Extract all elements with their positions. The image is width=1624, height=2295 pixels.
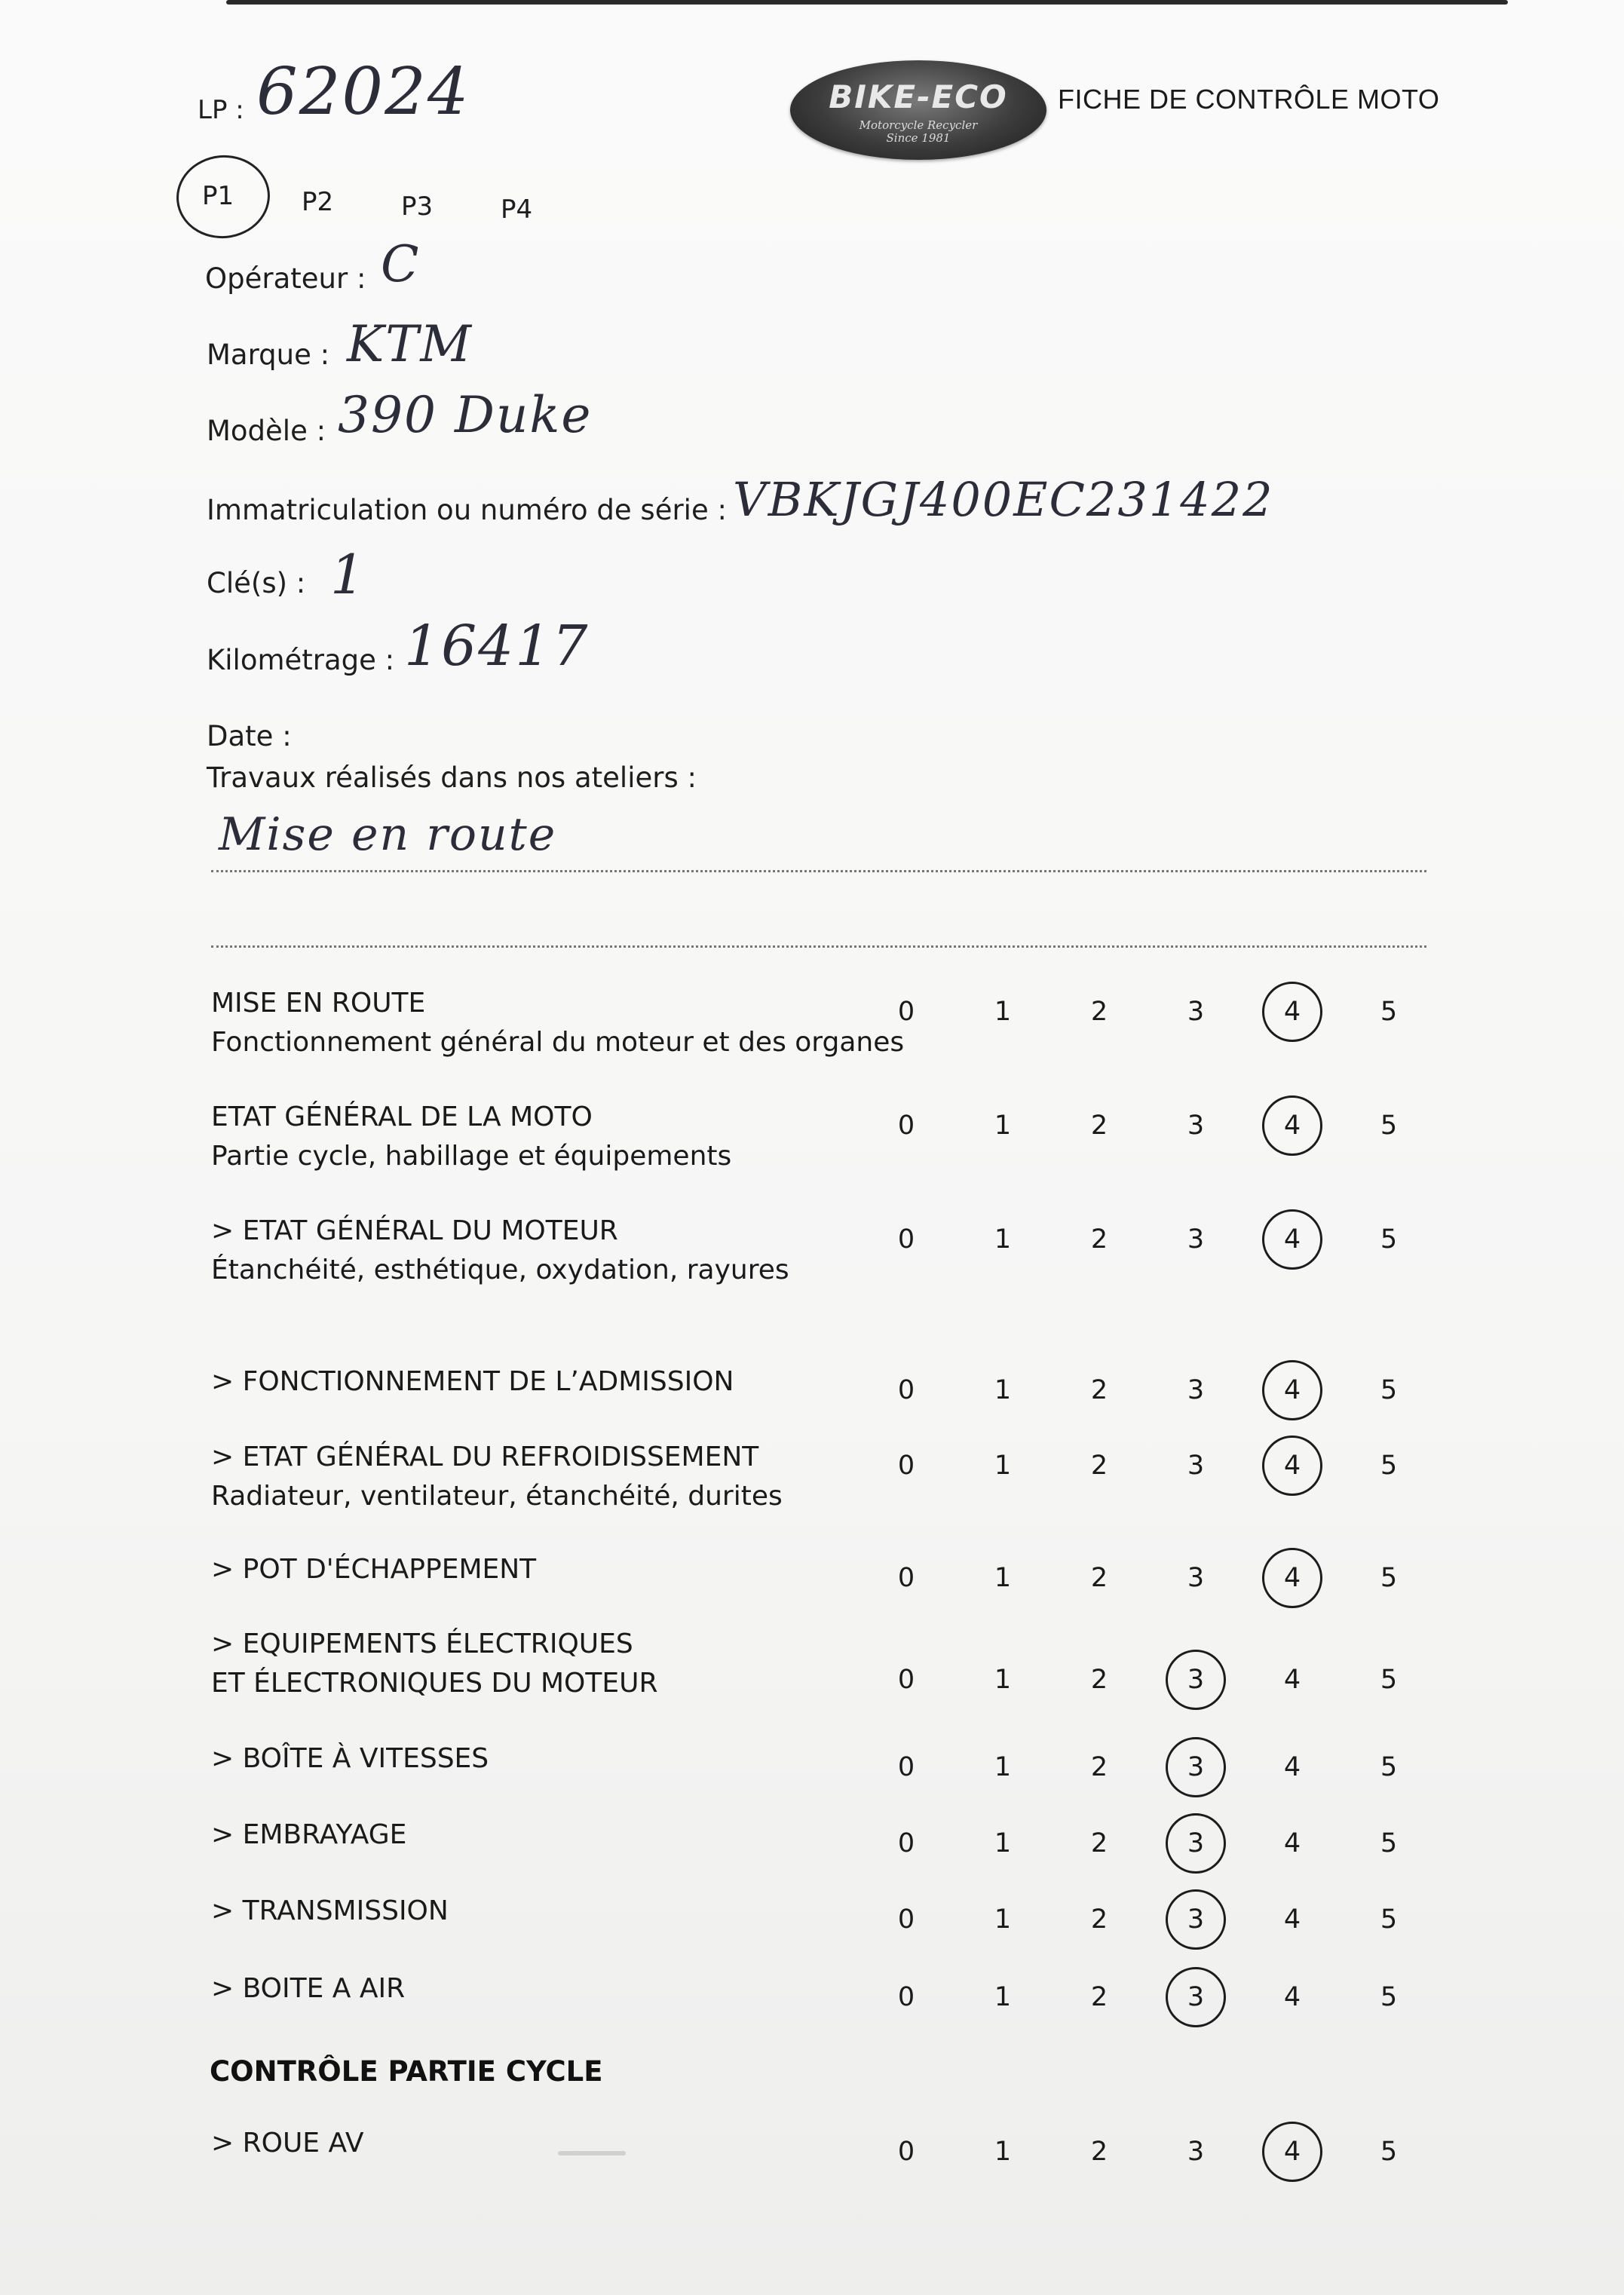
operateur-value[interactable]: C [381,235,421,293]
rating-row-2-score-2[interactable]: 2 [1090,1224,1108,1255]
rating-row-6-score-2[interactable]: 2 [1090,1665,1108,1695]
rating-row-7-score-4[interactable]: 4 [1283,1752,1301,1782]
rating-row-title-5: > POT D'ÉCHAPPEMENT [211,1554,537,1585]
lp-value: 62024 [256,54,470,130]
cycle-row-0-score-2[interactable]: 2 [1090,2137,1108,2167]
rating-row-6-score-0[interactable]: 0 [897,1665,915,1695]
rating-row-title-3: > FONCTIONNEMENT DE L’ADMISSION [211,1366,734,1397]
rating-row-9-score-3[interactable]: 3 [1187,1904,1205,1935]
rating-row-5-score-3[interactable]: 3 [1187,1563,1205,1593]
rating-row-4-score-5[interactable]: 5 [1380,1451,1398,1481]
travaux-line-1 [211,870,1426,872]
rating-row-9-selected-circle [1166,1889,1226,1950]
rating-row-3-score-4[interactable]: 4 [1283,1375,1301,1405]
bike-eco-logo [790,60,1046,160]
rating-row-8-score-3[interactable]: 3 [1187,1828,1205,1858]
rating-row-3-score-0[interactable]: 0 [897,1375,915,1405]
rating-row-8-score-4[interactable]: 4 [1283,1828,1301,1858]
rating-row-7-score-2[interactable]: 2 [1090,1752,1108,1782]
rating-row-5-score-5[interactable]: 5 [1380,1563,1398,1593]
position-p2[interactable]: P2 [302,187,334,217]
rating-row-9-score-5[interactable]: 5 [1380,1904,1398,1935]
rating-row-8-score-5[interactable]: 5 [1380,1828,1398,1858]
rating-row-0-score-4[interactable]: 4 [1283,997,1301,1027]
paper-edge [226,0,1508,5]
paper-smudge [558,2151,626,2156]
cles-label: Clé(s) : [207,567,306,599]
cycle-row-0-score-3[interactable]: 3 [1187,2137,1205,2167]
rating-row-subtitle-1: Partie cycle, habillage et équipements [211,1141,732,1172]
immatriculation-value[interactable]: VBKJGJ400EC231422 [733,472,1274,527]
rating-row-6-score-5[interactable]: 5 [1380,1665,1398,1695]
modele-label: Modèle : [207,415,326,447]
rating-row-4-selected-circle [1262,1436,1322,1496]
rating-row-0-score-1[interactable]: 1 [994,997,1012,1027]
cycle-row-0-score-4[interactable]: 4 [1283,2137,1301,2167]
rating-row-title-4: > ETAT GÉNÉRAL DU REFROIDISSEMENT [211,1442,759,1472]
rating-row-10-score-4[interactable]: 4 [1283,1982,1301,2012]
rating-row-1-selected-circle [1262,1095,1322,1156]
rating-row-7-score-0[interactable]: 0 [897,1752,915,1782]
rating-row-9-score-1[interactable]: 1 [994,1904,1012,1935]
rating-row-title-0: MISE EN ROUTE [211,988,426,1019]
rating-row-8-score-0[interactable]: 0 [897,1828,915,1858]
rating-row-10-score-3[interactable]: 3 [1187,1982,1205,2012]
rating-row-2-score-3[interactable]: 3 [1187,1224,1205,1255]
travaux-line-2 [211,945,1426,948]
rating-row-2-score-4[interactable]: 4 [1283,1224,1301,1255]
rating-row-title-2: > ETAT GÉNÉRAL DU MOTEUR [211,1215,618,1246]
rating-row-5-score-1[interactable]: 1 [994,1563,1012,1593]
position-p3[interactable]: P3 [401,192,434,222]
rating-row-7-score-1[interactable]: 1 [994,1752,1012,1782]
rating-row-3-score-2[interactable]: 2 [1090,1375,1108,1405]
marque-label: Marque : [207,339,330,371]
rating-row-2-selected-circle [1262,1209,1322,1270]
rating-row-1-score-3[interactable]: 3 [1187,1111,1205,1141]
operateur-label: Opérateur : [205,262,366,295]
rating-row-8-score-2[interactable]: 2 [1090,1828,1108,1858]
rating-row-9-score-4[interactable]: 4 [1283,1904,1301,1935]
rating-row-10-selected-circle [1166,1967,1226,2027]
section-cycle-title: CONTRÔLE PARTIE CYCLE [210,2055,603,2088]
rating-row-0-score-3[interactable]: 3 [1187,997,1205,1027]
rating-row-7-score-5[interactable]: 5 [1380,1752,1398,1782]
rating-row-0-score-0[interactable]: 0 [897,997,915,1027]
rating-row-5-score-2[interactable]: 2 [1090,1563,1108,1593]
cycle-row-0-score-0[interactable]: 0 [897,2137,915,2167]
modele-value[interactable]: 390 Duke [338,386,593,444]
rating-row-subtitle-4: Radiateur, ventilateur, étanchéité, durites [211,1481,783,1512]
rating-row-4-score-0[interactable]: 0 [897,1451,915,1481]
travaux-label: Travaux réalisés dans nos ateliers : [207,761,697,794]
rating-row-1-score-2[interactable]: 2 [1090,1111,1108,1141]
cycle-row-0-score-5[interactable]: 5 [1380,2137,1398,2167]
rating-row-2-score-0[interactable]: 0 [897,1224,915,1255]
rating-row-2-score-1[interactable]: 1 [994,1224,1012,1255]
rating-row-subtitle-0: Fonctionnement général du moteur et des organes [211,1027,905,1058]
rating-row-title-10: > BOITE A AIR [211,1973,406,2004]
rating-row-10-score-0[interactable]: 0 [897,1982,915,2012]
rating-row-9-score-2[interactable]: 2 [1090,1904,1108,1935]
rating-row-1-score-4[interactable]: 4 [1283,1111,1301,1141]
rating-row-5-selected-circle [1262,1548,1322,1608]
rating-row-1-score-1[interactable]: 1 [994,1111,1012,1141]
immatriculation-label: Immatriculation ou numéro de série : [207,494,727,526]
rating-row-3-score-5[interactable]: 5 [1380,1375,1398,1405]
rating-row-10-score-1[interactable]: 1 [994,1982,1012,2012]
position-p4[interactable]: P4 [501,195,533,225]
lp-label: LP : [198,95,244,125]
rating-row-4-score-1[interactable]: 1 [994,1451,1012,1481]
rating-row-title-6: > EQUIPEMENTS ÉLECTRIQUES [211,1629,633,1659]
cles-value[interactable]: 1 [330,543,366,606]
cycle-row-title-0: > ROUE AV [211,2128,364,2159]
rating-row-1-score-0[interactable]: 0 [897,1111,915,1141]
rating-row-0-score-5[interactable]: 5 [1380,997,1398,1027]
rating-row-7-selected-circle [1166,1737,1226,1797]
rating-row-title-7: > BOÎTE À VITESSES [211,1743,489,1774]
rating-row-subtitle-2: Étanchéité, esthétique, oxydation, rayures [211,1255,789,1285]
rating-row-4-score-3[interactable]: 3 [1187,1451,1205,1481]
rating-row-8-selected-circle [1166,1813,1226,1874]
cycle-row-0-score-1[interactable]: 1 [994,2137,1012,2167]
rating-row-title-9: > TRANSMISSION [211,1895,449,1926]
rating-row-4-score-2[interactable]: 2 [1090,1451,1108,1481]
rating-row-4-score-4[interactable]: 4 [1283,1451,1301,1481]
rating-row-title-1: ETAT GÉNÉRAL DE LA MOTO [211,1102,593,1132]
rating-row-6-score-4[interactable]: 4 [1283,1665,1301,1695]
rating-row-0-score-2[interactable]: 2 [1090,997,1108,1027]
position-selected-circle [173,151,274,243]
document-title: FICHE DE CONTRÔLE MOTO [1058,84,1440,115]
rating-row-title-8: > EMBRAYAGE [211,1819,407,1850]
rating-row-3-score-1[interactable]: 1 [994,1375,1012,1405]
cycle-row-0-selected-circle [1262,2122,1322,2182]
rating-row-3-score-3[interactable]: 3 [1187,1375,1205,1405]
rating-row-10-score-2[interactable]: 2 [1090,1982,1108,2012]
travaux-value[interactable]: Mise en route [219,808,557,861]
rating-row-6-score-3[interactable]: 3 [1187,1665,1205,1695]
kilometrage-value[interactable]: 16417 [404,614,590,679]
position-p1[interactable]: P1 [202,181,234,211]
rating-row-0-selected-circle [1262,982,1322,1042]
rating-row-6-score-1[interactable]: 1 [994,1665,1012,1695]
rating-row-3-selected-circle [1262,1360,1322,1420]
logo-tagline: Motorcycle Recycler Since 1981 [859,118,978,145]
rating-row-subtitle-6: ET ÉLECTRONIQUES DU MOTEUR [211,1668,658,1699]
logo-text: BIKE-ECO [829,78,1008,115]
rating-row-5-score-4[interactable]: 4 [1283,1563,1301,1593]
rating-row-9-score-0[interactable]: 0 [897,1904,915,1935]
kilometrage-label: Kilométrage : [207,644,395,676]
marque-value[interactable]: KTM [347,315,473,373]
rating-row-2-score-5[interactable]: 5 [1380,1224,1398,1255]
date-label: Date : [207,720,292,752]
rating-row-1-score-5[interactable]: 5 [1380,1111,1398,1141]
rating-row-6-selected-circle [1166,1650,1226,1710]
rating-row-7-score-3[interactable]: 3 [1187,1752,1205,1782]
rating-row-5-score-0[interactable]: 0 [897,1563,915,1593]
rating-row-8-score-1[interactable]: 1 [994,1828,1012,1858]
rating-row-10-score-5[interactable]: 5 [1380,1982,1398,2012]
